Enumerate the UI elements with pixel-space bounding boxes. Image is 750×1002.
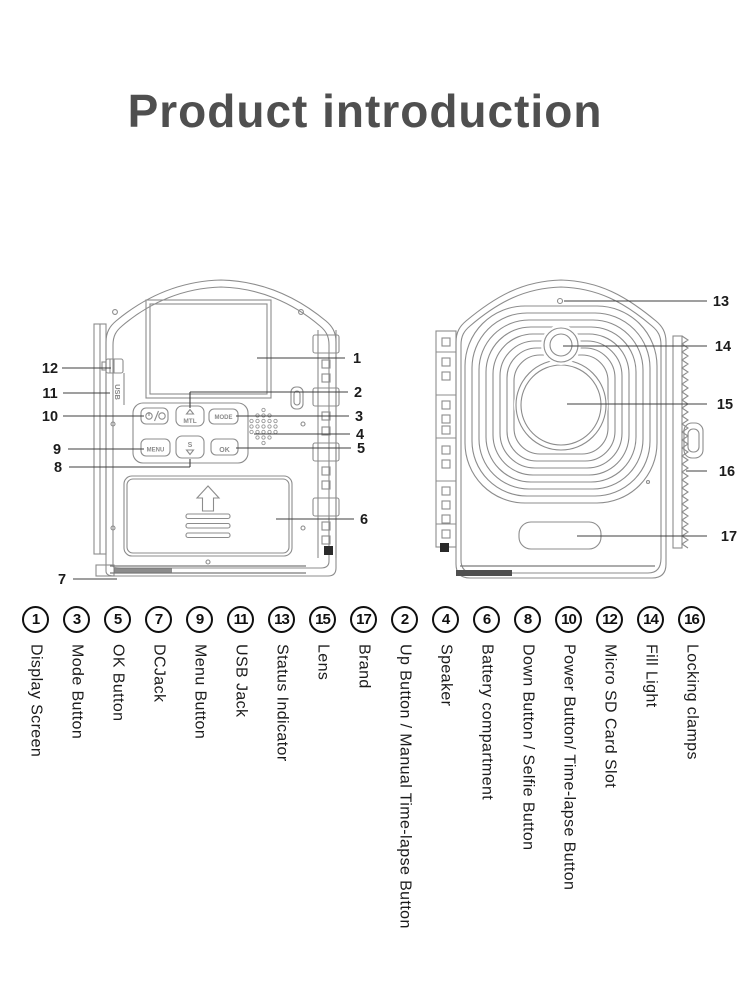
callout-14: 14 <box>714 339 732 355</box>
legend-label: Display Screen <box>27 644 45 758</box>
callout-9: 9 <box>52 442 62 458</box>
legend-number-badge <box>309 606 336 633</box>
legend-label: Menu Button <box>191 644 209 740</box>
mode-button-label: MODE <box>214 415 233 421</box>
callout-5: 5 <box>356 441 366 457</box>
legend-number: 12 <box>602 611 617 628</box>
ok-button-label: OK <box>219 447 230 454</box>
legend-item <box>671 606 712 929</box>
callout-10: 10 <box>41 409 59 425</box>
legend-number-badge <box>514 606 541 633</box>
down-button-label: S <box>187 442 193 449</box>
legend-label: Fill Light <box>642 644 660 708</box>
down-button <box>176 436 204 458</box>
legend-number-badge <box>678 606 705 633</box>
legend-item <box>220 606 261 929</box>
legend-item <box>630 606 671 929</box>
legend-label: Lens <box>314 644 332 681</box>
legend-number: 4 <box>441 611 450 628</box>
legend-label: Speaker <box>437 644 455 707</box>
speaker-grill <box>250 408 277 444</box>
legend-label: Mode Button <box>68 644 86 740</box>
legend-label: OK Button <box>109 644 127 722</box>
legend-number: 17 <box>356 611 371 628</box>
usb-port <box>113 373 124 405</box>
legend-item <box>384 606 425 929</box>
legend-number: 6 <box>482 611 491 628</box>
legend-number: 1 <box>31 611 40 628</box>
display-screen <box>146 300 271 398</box>
legend-number: 13 <box>274 611 289 628</box>
callout-1: 1 <box>352 351 362 367</box>
usb-label: USB <box>113 384 122 400</box>
callout-4: 4 <box>355 427 365 443</box>
legend-item <box>179 606 220 929</box>
legend-item <box>466 606 507 929</box>
legend-number-badge <box>104 606 131 633</box>
legend-item <box>589 606 630 929</box>
legend-number: 15 <box>315 611 330 628</box>
locking-clamp-front <box>673 336 703 548</box>
callout-8: 8 <box>53 460 63 476</box>
legend-number: 8 <box>523 611 532 628</box>
callout-15: 15 <box>716 397 734 413</box>
legend-item <box>56 606 97 929</box>
legend-number-badge <box>637 606 664 633</box>
legend-number: 10 <box>561 611 576 628</box>
legend-number-badge <box>186 606 213 633</box>
battery-compartment <box>124 476 292 556</box>
legend-number-badge <box>22 606 49 633</box>
legend-label: Locking clamps <box>683 644 701 760</box>
callout-6: 6 <box>359 512 369 528</box>
legend-item <box>302 606 343 929</box>
camera-front-view <box>436 280 703 578</box>
legend-item <box>548 606 589 929</box>
legend-item <box>138 606 179 929</box>
callout-12: 12 <box>41 361 59 377</box>
power-button <box>141 408 168 424</box>
legend-number: 3 <box>72 611 81 628</box>
legend-item <box>15 606 56 929</box>
legend-number-badge <box>391 606 418 633</box>
legend-number: 11 <box>233 611 248 628</box>
legend <box>15 606 715 929</box>
up-button-label: MTL <box>183 418 197 425</box>
camera-back-view <box>94 280 339 576</box>
callout-13: 13 <box>712 294 730 310</box>
legend-number-badge <box>227 606 254 633</box>
fill-light <box>541 325 581 365</box>
up-button <box>176 406 204 426</box>
legend-label: Battery compartment <box>478 644 496 801</box>
legend-label: Up Button / Manual Time-lapse Button <box>396 644 414 929</box>
hinge-rail-front <box>436 331 456 552</box>
legend-label: USB Jack <box>232 644 250 718</box>
legend-number-badge <box>596 606 623 633</box>
legend-number-badge <box>145 606 172 633</box>
legend-label: Micro SD Card Slot <box>601 644 619 789</box>
callout-2: 2 <box>353 385 363 401</box>
page-title: Product introduction <box>127 85 603 137</box>
lens <box>514 358 608 452</box>
legend-number-badge <box>268 606 295 633</box>
legend-number: 9 <box>195 611 204 628</box>
button-panel <box>133 403 248 463</box>
legend-item <box>507 606 548 929</box>
ok-button <box>211 439 238 455</box>
legend-label: Brand <box>355 644 373 689</box>
locking-clamp-rail-back <box>313 330 339 558</box>
legend-number: 5 <box>113 611 122 628</box>
callout-16: 16 <box>718 464 736 480</box>
legend-number: 14 <box>643 611 658 628</box>
callout-11: 11 <box>42 386 58 402</box>
legend-item <box>343 606 384 929</box>
menu-button-label: MENU <box>146 447 165 454</box>
callout-3: 3 <box>354 409 364 425</box>
legend-label: Down Button / Selfie Button <box>519 644 537 851</box>
legend-label: Power Button/ Time-lapse Button <box>560 644 578 891</box>
mode-button <box>209 409 238 424</box>
legend-number: 7 <box>154 611 163 628</box>
legend-number-badge <box>555 606 582 633</box>
status-indicator <box>558 299 563 304</box>
legend-number-badge <box>473 606 500 633</box>
menu-button <box>141 439 170 456</box>
screw-front <box>647 481 650 484</box>
legend-label: DCJack <box>150 644 168 703</box>
legend-item <box>97 606 138 929</box>
legend-number-badge <box>63 606 90 633</box>
callout-17: 17 <box>720 529 738 545</box>
legend-number: 16 <box>684 611 699 628</box>
legend-item <box>261 606 302 929</box>
legend-item <box>425 606 466 929</box>
legend-number-badge <box>432 606 459 633</box>
leader-lines <box>62 301 707 579</box>
callout-7: 7 <box>57 572 67 588</box>
legend-label: Status Indicator <box>273 644 291 762</box>
legend-number-badge <box>350 606 377 633</box>
latch-hook <box>291 387 303 409</box>
screws-back <box>111 310 305 564</box>
legend-number: 2 <box>400 611 409 628</box>
